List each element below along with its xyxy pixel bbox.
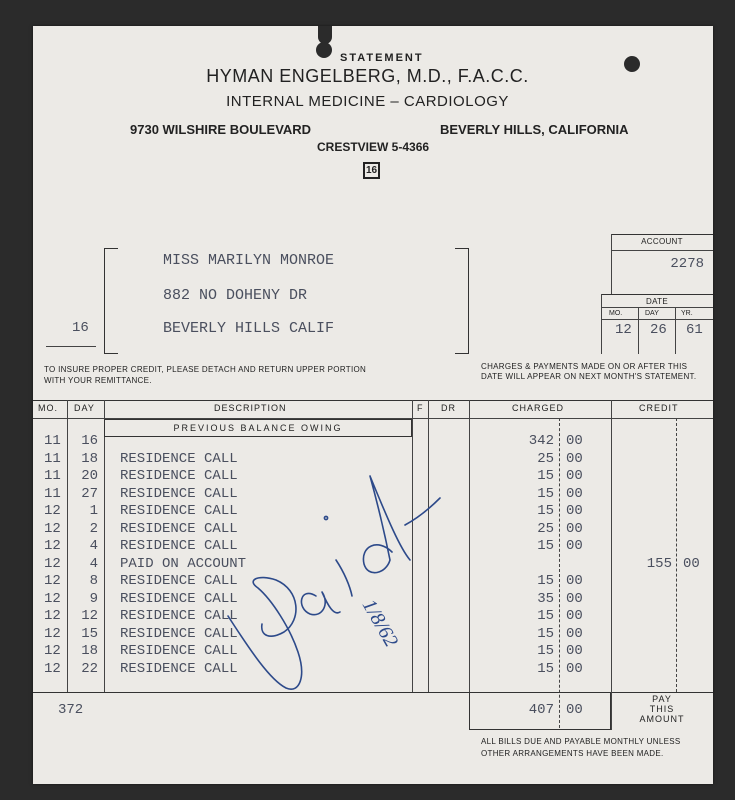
ledger-charged-cents: 00 [566,643,583,659]
ledger-description: RESIDENCE CALL [120,573,238,589]
patient-city: BEVERLY HILLS CALIF [163,320,335,337]
ledger-day: 12 [81,608,98,624]
ledger-description: RESIDENCE CALL [120,608,238,624]
date-divider-2 [601,319,713,320]
ledger-month: 12 [44,643,61,659]
col-header-dr: DR [441,403,456,413]
date-mo: 12 [615,322,632,338]
ledger-month: 12 [44,520,61,537]
ledger-row [0,503,735,521]
col-header-day: DAY [74,403,95,413]
ledger-day: 22 [81,660,98,677]
credit-note: TO INSURE PROPER CREDIT, PLEASE DETACH AND RETURN UPPER PORTION WITH YOUR REMITTANCE. [44,365,367,385]
ledger-charged-cents: 00 [566,625,583,642]
ledger-description: RESIDENCE CALL [120,625,238,642]
doc-type: STATEMENT [340,52,424,64]
patient-street: 882 NO DOHENY DR [163,287,308,304]
ledger-row [0,661,735,679]
date-mo-label: MO. [609,310,623,317]
specialty: INTERNAL MEDICINE – CARDIOLOGY [226,93,509,110]
date-box-top [601,294,713,295]
ledger-description: RESIDENCE CALL [120,590,238,607]
ledger-day: 2 [89,520,98,537]
ledger-charged-dollars: 15 [537,573,554,589]
footer-left-number: 372 [58,702,84,718]
ledger-month: 12 [44,608,61,624]
ledger-day: 20 [81,468,98,484]
ledger-month: 12 [44,625,61,642]
ledger-charged-dollars: 15 [537,643,554,659]
ledger-row [0,643,735,661]
account-label: ACCOUNT [641,237,683,246]
ledger-charged-cents: 00 [566,608,583,624]
ledger-charged-cents: 00 [566,485,583,502]
ledger-charged-dollars: 15 [537,468,554,484]
form-number: 16 [363,162,380,179]
ledger-row [0,521,735,539]
date-yr-label: YR. [681,310,693,317]
date-day: 26 [650,322,667,338]
ledger-charged-dollars: 25 [537,520,554,537]
ledger-charged-dollars: 15 [537,660,554,677]
ledger-charged-cents: 00 [566,538,583,554]
ledger-day: 4 [89,538,98,554]
ledger-day: 15 [81,625,98,642]
patient-ref-number: 16 [72,320,89,336]
ledger-description: RESIDENCE CALL [120,538,238,554]
ledger-charged-cents: 00 [566,433,583,449]
ledger-charged-dollars: 15 [537,538,554,554]
ledger-day: 18 [81,450,98,467]
col-header-credit: CREDIT [639,403,679,413]
ledger-month: 12 [44,573,61,589]
pay-label-3: AMOUNT [639,714,685,724]
ledger-month: 11 [44,485,61,502]
ledger-day: 8 [89,573,98,589]
ledger-month: 12 [44,503,61,519]
ledger-charged-cents: 00 [566,468,583,484]
ledger-charged-dollars: 15 [537,485,554,502]
ledger-charged-cents: 00 [566,450,583,467]
payment-terms: ALL BILLS DUE AND PAYABLE MONTHLY UNLESS OTHER ARRANGEMENTS HAVE BEEN MADE. [481,737,681,758]
ledger-day: 27 [81,485,98,502]
ledger-description: RESIDENCE CALL [120,450,238,467]
ledger-charged-dollars: 15 [537,503,554,519]
ledger-row [0,573,735,591]
ledger-charged-cents: 00 [566,573,583,589]
ledger-charged-cents: 00 [566,660,583,677]
ledger-charged-dollars: 15 [537,608,554,624]
ledger-day: 4 [89,555,98,572]
date-col-divider [638,307,639,354]
ledger-charged-cents: 00 [566,590,583,607]
total-dollars: 407 [528,702,554,718]
physician-name: HYMAN ENGELBERG, M.D., F.A.C.C. [206,66,529,86]
ledger-day: 1 [89,503,98,519]
date-divider [601,307,713,308]
ledger-row [0,486,735,504]
ledger-day: 18 [81,643,98,659]
date-yr: 61 [686,322,703,338]
phone: CRESTVIEW 5-4366 [317,140,430,154]
ledger-row [0,556,735,574]
ledger-charged-dollars: 342 [528,433,554,449]
ledger-row [0,626,735,644]
ledger-row [0,433,735,451]
col-header-f: F [417,403,424,413]
charges-note: CHARGES & PAYMENTS MADE ON OR AFTER THIS DATE WILL APPEAR ON NEXT MONTH'S STATEMENT. [481,362,697,381]
pay-label-2: THIS [649,704,675,714]
ledger-row [0,468,735,486]
ledger-row [0,591,735,609]
ledger-credit-cents: 00 [683,555,700,572]
ledger-month: 12 [44,660,61,677]
ledger-month: 11 [44,468,61,484]
ledger-row [0,451,735,469]
pay-label-1: PAY [652,694,672,704]
ledger-description: RESIDENCE CALL [120,660,238,677]
ledger-description: RESIDENCE CALL [120,520,238,537]
ledger-description: RESIDENCE CALL [120,503,238,519]
ledger-charged-dollars: 15 [537,625,554,642]
ledger-row [0,608,735,626]
account-number: 2278 [670,256,704,272]
ledger-credit-dollars: 155 [646,555,672,572]
date-label: DATE [646,297,668,306]
ledger-charged-dollars: 35 [537,590,554,607]
city-address: BEVERLY HILLS, CALIFORNIA [440,122,629,137]
col-header-charged: CHARGED [512,403,565,413]
ledger-month: 12 [44,538,61,554]
ledger-description: RESIDENCE CALL [120,643,238,659]
ledger-day: 16 [81,433,98,449]
total-cents: 00 [566,702,583,718]
account-box-top [611,234,713,235]
date-day-label: DAY [645,310,659,317]
col-header-description: DESCRIPTION [214,403,287,413]
ledger-description: RESIDENCE CALL [120,468,238,484]
previous-balance-label: PREVIOUS BALANCE OWING [173,423,343,433]
ledger-month: 12 [44,555,61,572]
ledger-day: 9 [89,590,98,607]
handwritten-date: 1/8/62 [357,595,403,651]
street-address: 9730 WILSHIRE BOULEVARD [130,122,312,137]
date-col-divider [675,307,676,354]
ledger-row [0,538,735,556]
ref-underline [46,346,96,347]
ledger-month: 11 [44,433,61,449]
ledger-charged-cents: 00 [566,503,583,519]
address-bracket-left [104,248,118,354]
punch-hole [316,42,332,58]
address-bracket-right [455,248,469,354]
ledger-month: 12 [44,590,61,607]
ledger-description: PAID ON ACCOUNT [120,555,247,572]
patient-name: MISS MARILYN MONROE [163,252,335,269]
ledger-charged-cents: 00 [566,520,583,537]
ledger-month: 11 [44,450,61,467]
ledger-charged-dollars: 25 [537,450,554,467]
ledger-description: RESIDENCE CALL [120,485,238,502]
account-divider [611,250,713,251]
col-header-mo: MO. [38,403,58,413]
